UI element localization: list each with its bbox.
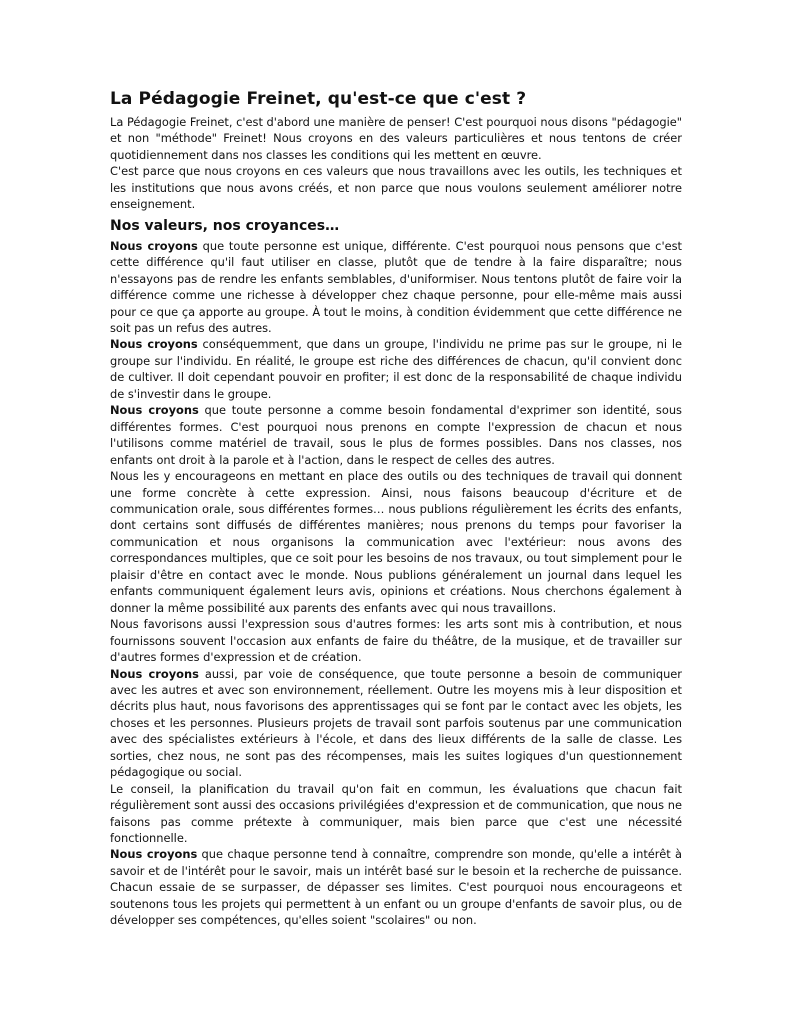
paragraph-text: Nous les y encourageons en mettant en place des outils ou des techniques de travail qui donnent une forme concrète à cette expression. Ainsi, nous faisons beaucoup d'écriture et de communication orale, sous différentes formes… nous publions régulièrement les écrits des enfants, dont certains sont diffusés de différentes manières; nous prenons du temps pour favoriser la communication et nous organisons la communication avec l'extérieur: nous avons des correspondances multiples, que ce soit pour les besoins de nos travaux, ou tout simplement pour le plaisir d'être en contact avec le monde. Nous publions généralement un journal dans lequel les enfants communiquent également leurs avis, opinions et créations. Nous cherchons également à donner la même possibilité aux parents des enfants avec qui nous travaillons.: [110, 469, 682, 615]
intro-paragraph-1: La Pédagogie Freinet, c'est d'abord une manière de penser! C'est pourquoi nous disons "pédagogie" et non "méthode" Freinet! Nous croyons en des valeurs particulières et nous tentons de créer quotidiennement dans nos classes les conditions qui les mettent en œuvre.: [110, 115, 682, 162]
paragraph-lead: Nous croyons: [110, 666, 199, 681]
paragraph-lead: Nous croyons: [110, 337, 198, 352]
paragraph-text: que toute personne est unique, différente. C'est pourquoi nous pensons que c'est cette différence qu'il faut utiliser en classe, plutôt que de tendre à la faire disparaître; nous n'essayons pas de rendre les enfants semblables, d'uniformiser. Nous tentons plutôt de faire voir la différence comme une richesse à développer chez chaque personne, pour elle-même mais aussi pour ce que ça apporte au groupe. À tout le moins, à condition évidemment que cette différence ne soit pas un refus des autres.: [110, 238, 682, 335]
paragraph-text: aussi, par voie de conséquence, que toute personne a besoin de communiquer avec les autres et avec son environnement, réellement. Outre les moyens mis à leur disposition et décrits plus haut, nous favorisons des apprentissages qui se font par le contact avec les objets, les choses et les personnes. Plusieurs projets de travail sont parfois soutenus par une communication avec des spécialistes extérieurs à l'école, et dans des lieux différents de la salle de classe. Les sorties, chez nous, ne sont pas des récompenses, mais les suites logiques d'un questionnement pédagogique ou social.: [110, 666, 682, 780]
body-paragraph-1: [110, 238, 682, 337]
body-paragraph-3: [110, 402, 682, 468]
paragraph-lead: Nous croyons: [110, 238, 198, 253]
intro-paragraph-2: C'est parce que nous croyons en ces valeurs que nous travaillons avec les outils, les techniques et les institutions que nous avons créés, et non parce que nous voulons seulement améliorer notre enseignement.: [110, 164, 682, 212]
paragraph-lead: Nous croyons: [110, 403, 199, 418]
paragraph-text: que toute personne a comme besoin fondamental d'exprimer son identité, sous différentes formes. C'est pourquoi nous prenons en compte l'expression de chacun et nous l'utilisons comme matériel de travail, sous le plus de formes possibles. Dans nos classes, nos enfants ont droit à la parole et à l'action, dans le respect de celles des autres.: [110, 403, 682, 467]
paragraph-text: conséquemment, que dans un groupe, l'individu ne prime pas sur le groupe, ni le groupe sur l'individu. En réalité, le groupe est riche des différences de chacun, qu'il convient donc de cultiver. Il doit cependant pouvoir en profiter; il est donc de la responsabilité de chaque individu de s'investir dans le groupe.: [110, 337, 682, 401]
body-paragraph-7: [110, 781, 682, 847]
section-heading: Nos valeurs, nos croyances…: [110, 217, 340, 234]
paragraph-lead: Nous croyons: [110, 847, 198, 862]
page-title: La Pédagogie Freinet, qu'est-ce que c'est ?: [110, 89, 527, 109]
body-paragraph-6: [110, 666, 682, 781]
body-paragraph-8: [110, 846, 682, 928]
body-paragraph-2: [110, 336, 682, 402]
paragraph-text: Nous favorisons aussi l'expression sous d'autres formes: les arts sont mis à contribution, et nous fournissons souvent l'occasion aux enfants de faire du théâtre, de la musique, et de travailler sur d'autres formes d'expression et de création.: [110, 617, 682, 665]
body-paragraph-5: [110, 616, 682, 665]
document-page: [110, 88, 682, 929]
paragraph-text: Le conseil, la planification du travail qu'on fait en commun, les évaluations que chacun fait régulièrement sont aussi des occasions privilégiées d'expression et de communication, que nous ne faisons pas comme prétexte à communiquer, mais bien parce que c'est une nécessité fonctionnelle.: [110, 781, 682, 846]
paragraph-text: que chaque personne tend à connaître, comprendre son monde, qu'elle a intérêt à savoir et de l'intérêt pour le savoir, mais un intérêt basé sur le besoin et la recherche de puissance. Chacun essaie de se surpasser, de dépasser ses limites. C'est pourquoi nous encourageons et soutenons tous les projets qui permettent à un enfant ou un groupe d'enfants de savoir plus, ou de développer ses compétences, qu'elles soient "scolaires" ou non.: [110, 847, 682, 928]
body-paragraph-4: [110, 468, 682, 616]
